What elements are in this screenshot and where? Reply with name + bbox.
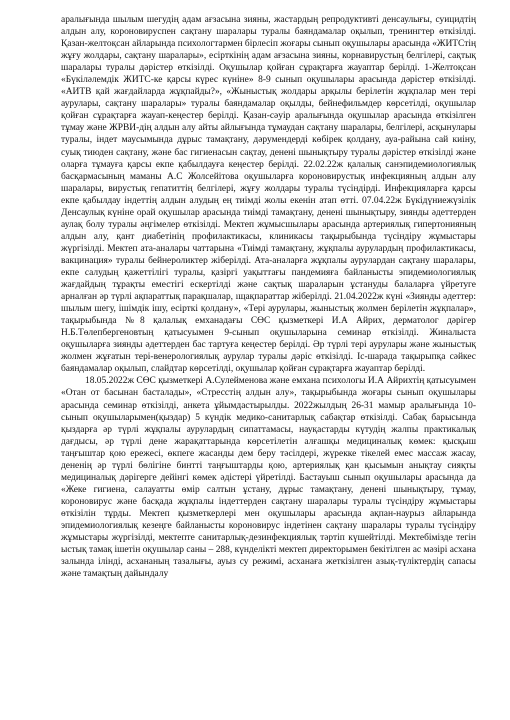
body-paragraph-1: аралығында шылым шегудің адам ағзасына зияны, жастардың репродуктивті денсаулығы, суицидтің алдын алу, короновируспен сақтану шаралары туралы баяндамалар оқылып, тренингтер өткізілді. Қазан-желтоқсан айларында психологтармен бірлесіп жоғары сынып оқушылары арасында «ЖИТСтің жұғу жолдары, сақтану шаралары», есірткінің адам ағзасына зияны, корнавирустың белгілері, сақтық шаралары туралы дәрістер өткізілді. Оқушылар қойған сұрақтарға жауаптар берілді. 1-Желтоқсан «Бүкіләлемдік ЖИТС-ке қарсы күрес күніне» 8-9 сынып оқушылары арасында дәрістер өткізілді. «АИТВ қай жағдайларда жұқпайды?», «Жыныстық жолдары арқылы берілетін жұқпалар мен тері аурулары, сақтану шаралары» туралы баяндамалар оқылды, бейнефильмдер көрсетілді, оқушылар қойған сұрақтарға жауап-кеңестер берілді. Қазан-сәуір аралығында оқушылар арасында өткізілген тұмау және ЖРВИ-дің алдын алу айты айлығында тұмаудан сақтану шаралары, белгілері, асқынулары туралы, індет маусымында дұрыс тамақтану, дәрумендерді көбірек қолдану, ауа-райына сай киіну, суық тиюден сақтану, және бас гигиенасын сақтау, денені шынықтыру туралы дәрістер өткізілді және оларға тұмауға қарсы екпе қабылдауға кеңестер берілді. 22.02.22ж қалалық санэпидемиологиялық басқармасының маманы А.С Жолсейітова оқушыларға короновирустық инфекцияның алдын алу шаралары, вирустық гепатиттің белгілері, жұғу жолдары туралы түсіндірді. Инфекцияларға қарсы екпе қабылдау індеттің алдын алудың ең тиімді жолы екенін атап өтті. 07.04.22ж Бүкідүниежүзілік Денсаулық күніне орай оқушылар арасында тиімді тамақтану, денені шынықтыру, зиянды әдеттерден аулақ болу туралы әңгімелер өткізілді. Мектеп жұмысшылары арасында артериялық гипертонияның алдын алу, қант диабетінің профилактикасы, клиникасы тақырыбында түсіндіру жұмыстары жүргізілді. Мектеп ата-аналары чаттарына «Тиімді тамақтану, жұқпалы аурулардың профилактикасы, вакцинация» туралы бейнероликтер жіберілді. Ата-аналарға жұқпалы аурулардан сақтану шаралары, екпе салудың қажеттілігі туралы, қазіргі уақыттағы пандемияға байланысты эпидемиологиялық жағдайдың тұрақты еместігі ескертілді және сақтық шараларын ұстануды балаларға үйретуге арналған әр түрлі ақпараттық парақшалар, ıщақпараттар жіберілді. 21.04.2022ж күні «Зиянды әдеттер: шылым шегу, ішімдік ішу, есірткі қолдану», «Тері аурулары, жыныстық жолмен берілетін жұқпалар», тақырыбында №8 қалалық емханадағы СӨС қызметкері И.А Айрих, дерматолог дәрігер Н.Б.Төлепбергеновтың қатысуымен 9-сынып оқушыларына семинар өткізілді. Жиналыста оқушыларға зиянды әдеттерден бас тартуға кеңестер берілді. Әр түрлі тері аурулары және жыныстық жолмен жұғатын тері-венерологиялық аурулар туралы дәріс өткізілді. Іс-шарада тақырыпқа сәйкес баяндамалар оқылып, слайдтар көрсетілді, оқушылар қойған сұрақтарға жауаптар берілді. (61, 15, 476, 375)
body-paragraph-2: 18.05.2022ж СӨС қызметкері А.Сулейменова және емхана психологы И.А Айрихтің қатысуымен «Отан от басынан басталады», «Стресстің алдын алу», тақырыбында жоғары сынып оқушылары арасында семинар өткізілді, анкета ұйымдастырылды. 2022жылдың 26-31 мамыр аралығында 10-сынып оқушыларымен(қыздар) 5 күндік медико-санитарлық сабақтар өткізілді. Сабақ барысында қыздарға әр түрлі жұқпалы аурулардың сипаттамасы, науқастарды күтудің жалпы практикалық дағдысы, әр түрлі дене жарақаттарында көрсетілетін алғашқы медициналық көмек: қысқыш таңғыштар қою ережесі, өкпеге жасанды дем беру тәсілдері, жүрекке тікелей емес массаж жасау, дененің әр түрлі бөлігіне бинтті таңғыштарды қою, артериялық қан қысымын анықтау сияқты медициналық дәрігерге дейінгі көмек әдістері үйретілді. Бастауыш сынып оқушылары арасында да «Жеке гигиена, салауатты өмір салтын ұстану, дұрыс тамақтану, денені шынықтыру, тұмау, короновирус және басқада жұқпалы індеттерден сақтану шаралары туралы түсіндіру жұмыстары өткізілін тұрды. Мектеп қызметкерлері мен оқушылары арасында ақпан-наурыз айларында эпидемиологиялық кезеңге байланысты короновирус індетінен сақтану шаралары туралы түсіндіру жұмыстары жүргізілді, мектепте санитарлық-дезинфекциялық тәртіп күшейтілді. Мектебімізде тегін ыстық тамақ ішетін оқушылар саны – 288, күнделікті мектеп директорымен бекітілген ас мәзірі асхана залында ілінді, асхананың тазалығы, ауыз су режимі, асханаға жеткізілген азық-түліктердің сапасы және тамақтың дайындалу (61, 376, 476, 580)
